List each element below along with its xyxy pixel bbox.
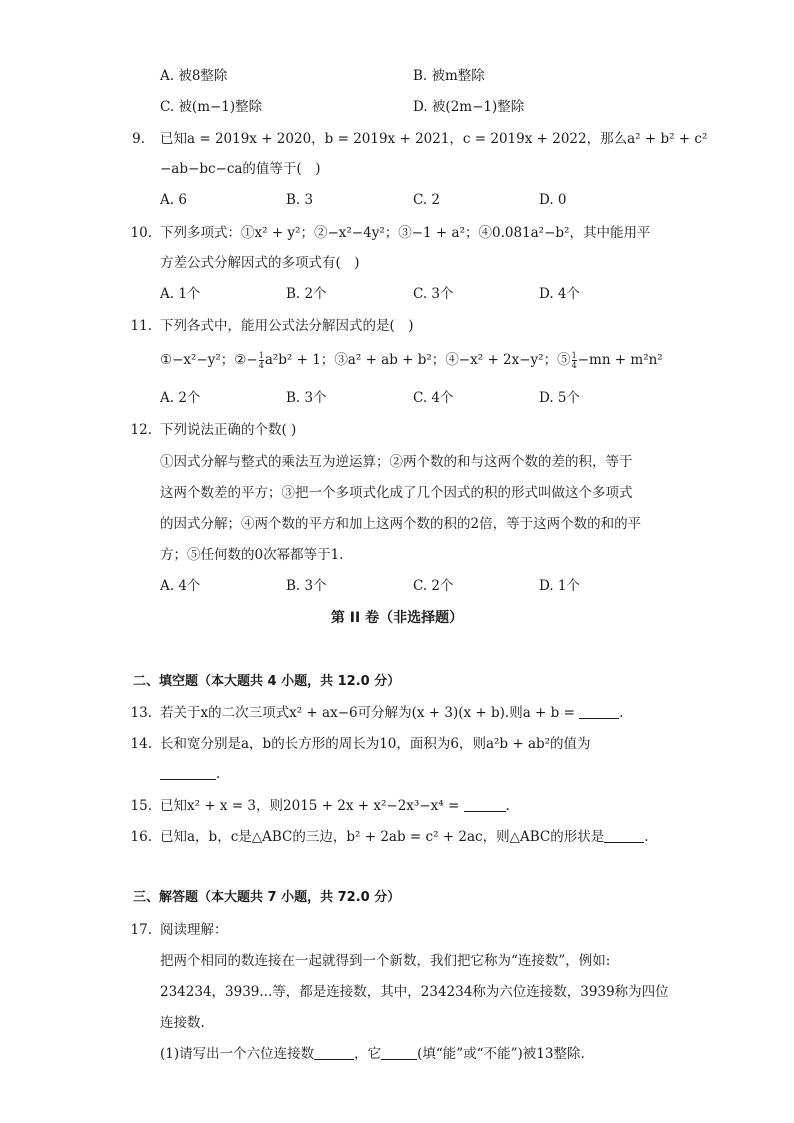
part-2-title: 第 II 卷（非选择题） xyxy=(330,610,464,626)
q8-option-b: B. 被m整除 xyxy=(413,68,485,84)
question-number-11: 11. xyxy=(130,318,152,334)
q8-option-c: C. 被(m−1)整除 xyxy=(160,99,263,115)
q17-sub1-blank-2 xyxy=(381,1045,417,1060)
q17-title: 阅读理解： xyxy=(160,922,228,938)
q9-stem-line2: −ab−bc−ca的值等于( ) xyxy=(160,161,321,177)
q12-body-line3: 的因式分解；④两个数的平方和加上这两个数的积的2倍，等于这两个数的和的平 xyxy=(160,516,642,532)
q10-option-b: B. 2个 xyxy=(286,286,327,302)
q11-item-5-rest: −mn + m²n² xyxy=(577,352,663,368)
q9-option-d: D. 0 xyxy=(539,192,567,208)
section-3-heading: 三、解答题（本大题共 7 小题，共 72.0 分） xyxy=(133,890,401,905)
q10-option-d: D. 4个 xyxy=(539,286,581,302)
q9-stem-line1: 已知a = 2019x + 2020，b = 2019x + 2021，c = 2019x + 2022，那么a² + b² + c² xyxy=(160,131,708,147)
q13-text: 若关于x的二次三项式x² + ax−6可分解为(x + 3)(x + b).则a + b = xyxy=(160,705,580,721)
q14-stem: 长和宽分别是a，b的长方形的周长为10，面积为6，则a²b + ab²的值为 xyxy=(160,736,591,752)
q13-stem xyxy=(160,703,623,723)
q11-item-2-rest: a²b² + 1； xyxy=(264,352,335,368)
q9-option-c: C. 2 xyxy=(413,192,441,208)
q11-option-a: A. 2个 xyxy=(160,390,201,406)
q11-option-c: C. 4个 xyxy=(413,390,454,406)
q11-item-3: ③a² + ab + b²； xyxy=(334,352,446,368)
q17-sub1-blank-1 xyxy=(314,1045,354,1060)
q10-option-c: C. 3个 xyxy=(413,286,454,302)
q9-option-b: B. 3 xyxy=(286,192,314,208)
q14-answer-blank xyxy=(160,765,216,780)
q12-option-d: D. 1个 xyxy=(539,578,581,594)
q11-item-5-prefix: ⑤ xyxy=(557,352,571,368)
q10-stem-line2: 方差公式分解因式的多项式有( ) xyxy=(160,255,360,271)
q11-item-2-prefix: ②− xyxy=(234,352,258,368)
q15-end: . xyxy=(505,798,510,814)
question-number-12: 12. xyxy=(130,422,152,438)
q9-option-a: A. 6 xyxy=(160,192,187,208)
q16-answer-blank xyxy=(604,828,644,843)
q8-option-a: A. 被8整除 xyxy=(160,68,228,84)
q17-sub-question-1 xyxy=(160,1044,585,1064)
q10-stem-line1: 下列多项式：①x² + y²；②−x²−4y²；③−1 + a²；④0.081a²−b²，其中能用平 xyxy=(160,225,651,241)
q10-option-a: A. 1个 xyxy=(160,286,201,302)
q12-body-line4: 方；⑤任何数的0次幂都等于1. xyxy=(160,547,344,563)
question-number-9: 9. xyxy=(132,131,145,147)
question-number-13: 13. xyxy=(130,705,152,721)
question-number-10: 10. xyxy=(130,225,152,241)
q15-text: 已知x² + x = 3，则2015 + 2x + x²−2x³−x⁴ = xyxy=(160,798,464,814)
q17-body-line1: 把两个相同的数连接在一起就得到一个新数，我们把它称为“连接数”，例如: xyxy=(160,953,611,969)
q15-answer-blank xyxy=(464,797,506,812)
question-number-14: 14. xyxy=(130,736,152,752)
q13-end: . xyxy=(619,705,624,721)
q17-body-line2: 234234，3939...等，都是连接数，其中，234234称为六位连接数，3939称为四位 xyxy=(160,984,669,1000)
q17-body-line3: 连接数. xyxy=(160,1015,205,1031)
q17-sub1-text-b: ，它 xyxy=(354,1046,382,1062)
q11-stem: 下列各式中，能用公式法分解因式的是( ) xyxy=(160,318,414,334)
question-number-16: 16. xyxy=(130,829,152,845)
q16-text: 已知a，b，c是△ABC的三边，b² + 2ab = c² + 2ac，则△ABC的形状是 xyxy=(160,829,605,845)
q17-sub1-text-a: (1)请写出一个六位连接数 xyxy=(160,1046,315,1062)
q8-option-d: D. 被(2m−1)整除 xyxy=(413,99,525,115)
q12-option-c: C. 2个 xyxy=(413,578,454,594)
q11-expressions xyxy=(160,350,663,370)
q11-item-4: ④−x² + 2x−y²； xyxy=(445,352,558,368)
q11-fraction-quarter: $\frac{1}{4}$ xyxy=(258,351,264,370)
q16-stem xyxy=(160,827,649,847)
q14-answer-line xyxy=(160,764,220,784)
q12-body-line2: 这两个数差的平方；③把一个多项式化成了几个因式的积的形式叫做这个多项式 xyxy=(160,485,633,501)
q13-answer-blank xyxy=(579,704,619,719)
q11-item-1: ①−x²−y²； xyxy=(160,352,235,368)
section-2-heading: 二、填空题（本大题共 4 小题，共 12.0 分） xyxy=(133,674,401,689)
question-number-15: 15. xyxy=(130,798,152,814)
q11-option-d: D. 5个 xyxy=(539,390,581,406)
q12-body-line1: ①因式分解与整式的乘法互为逆运算；②两个数的和与这两个数的差的积，等于 xyxy=(160,454,633,470)
q17-sub1-text-c: (填“能”或“不能”)被13整除. xyxy=(417,1046,585,1062)
q12-option-b: B. 3个 xyxy=(286,578,327,594)
q11-option-b: B. 3个 xyxy=(286,390,327,406)
q15-stem xyxy=(160,796,510,816)
q11-fraction-quarter-2: $\frac{1}{4}$ xyxy=(571,351,577,370)
q12-option-a: A. 4个 xyxy=(160,578,201,594)
q12-stem: 下列说法正确的个数( ) xyxy=(160,422,297,438)
q14-end: . xyxy=(216,766,221,782)
q16-end: . xyxy=(644,829,649,845)
question-number-17: 17. xyxy=(130,922,152,938)
